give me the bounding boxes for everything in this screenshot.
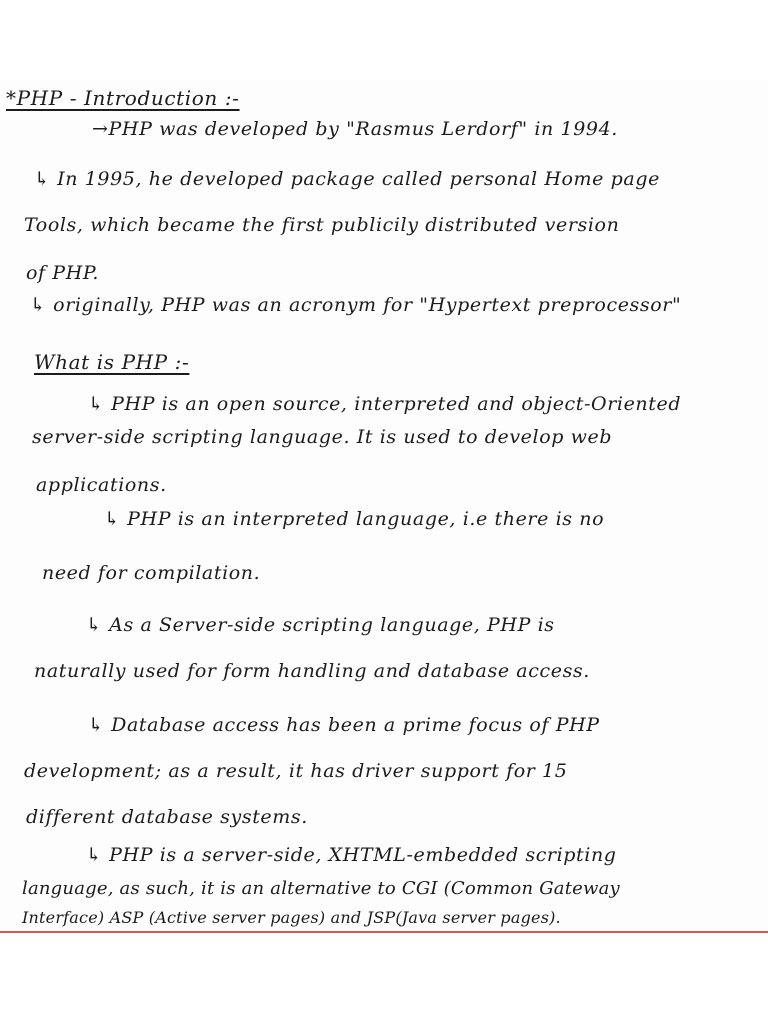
top-margin: [0, 0, 768, 80]
text-line: Tools, which became the first publicily distributed version: [24, 214, 620, 236]
text-line: of PHP.: [26, 262, 100, 284]
text-line: ↳ PHP is a server-side, XHTML-embedded scripting: [86, 844, 617, 866]
text-line: naturally used for form handling and database access.: [34, 660, 590, 682]
text-line: ↳ originally, PHP was an acronym for "Hypertext preprocessor": [30, 294, 682, 316]
text-line: Interface) ASP (Active server pages) and JSP(Java server pages).: [22, 908, 561, 927]
text-line: ↳ In 1995, he developed package called personal Home page: [34, 168, 660, 190]
text-line: ↳ As a Server-side scripting language, PHP is: [86, 614, 555, 636]
bottom-margin: [0, 933, 768, 1024]
text-line: applications.: [36, 474, 167, 496]
text-line: development; as a result, it has driver support for 15: [24, 760, 568, 782]
text-line: server-side scripting language. It is used to develop web: [32, 426, 613, 448]
subheading-what-is-php: What is PHP :-: [34, 350, 190, 374]
text-line: ↳ PHP is an open source, interpreted and object-Oriented: [88, 393, 682, 415]
text-line: different database systems.: [26, 806, 308, 828]
text-line: need for compilation.: [42, 562, 261, 584]
text-line: language, as such, it is an alternative to CGI (Common Gateway: [22, 878, 620, 899]
text-line: ↳ Database access has been a prime focus of PHP: [88, 714, 600, 736]
title-php-introduction: *PHP - Introduction :-: [6, 86, 240, 110]
text-line: →PHP was developed by "Rasmus Lerdorf" in 1994.: [92, 118, 618, 140]
text-line: ↳ PHP is an interpreted language, i.e there is no: [104, 508, 605, 530]
